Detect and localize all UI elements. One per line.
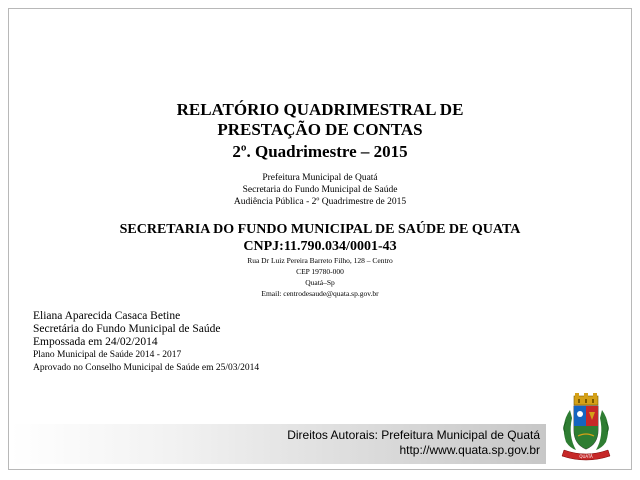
report-period: 2º. Quadrimestre – 2015 [232, 142, 408, 161]
organization-cnpj: CNPJ:11.790.034/0001-43 [243, 239, 397, 254]
svg-text:QUATÁ: QUATÁ [579, 454, 593, 459]
header-prefeitura: Prefeitura Municipal de Quatá [262, 173, 378, 183]
footer-copyright: Direitos Autorais: Prefeitura Municipal de Quatá [287, 428, 540, 442]
report-title-line2: PRESTAÇÃO DE CONTAS [217, 120, 423, 139]
organization-address: Rua Dr Luiz Pereira Barreto Filho, 128 – Centro [247, 256, 393, 265]
footer-url[interactable]: http://www.quata.sp.gov.br [399, 443, 540, 457]
health-plan: Plano Municipal de Saúde 2014 - 2017 [33, 350, 182, 360]
header-audiencia: Audiência Pública - 2º Quadrimestre de 2015 [233, 197, 407, 207]
organization-name: SECRETARIA DO FUNDO MUNICIPAL DE SAÚDE DE QUATA [119, 222, 521, 237]
signatory-role: Secretária do Fundo Municipal de Saúde [33, 323, 221, 335]
signatory-appointed: Empossada em 24/02/2014 [33, 336, 158, 348]
report-title-line1: RELATÓRIO QUADRIMESTRAL DE [176, 100, 464, 119]
plan-approval: Aprovado no Conselho Municipal de Saúde em 25/03/2014 [33, 363, 260, 373]
signatory-name: Eliana Aparecida Casaca Betine [33, 310, 181, 322]
header-secretaria: Secretaria do Fundo Municipal de Saúde [242, 185, 398, 195]
organization-cep: CEP 19780-000 [296, 267, 344, 276]
organization-city: Quatá–Sp [305, 278, 335, 287]
municipal-coat-of-arms-icon [556, 392, 616, 464]
organization-email: Email: centrodesaude@quata.sp.gov.br [261, 289, 379, 298]
